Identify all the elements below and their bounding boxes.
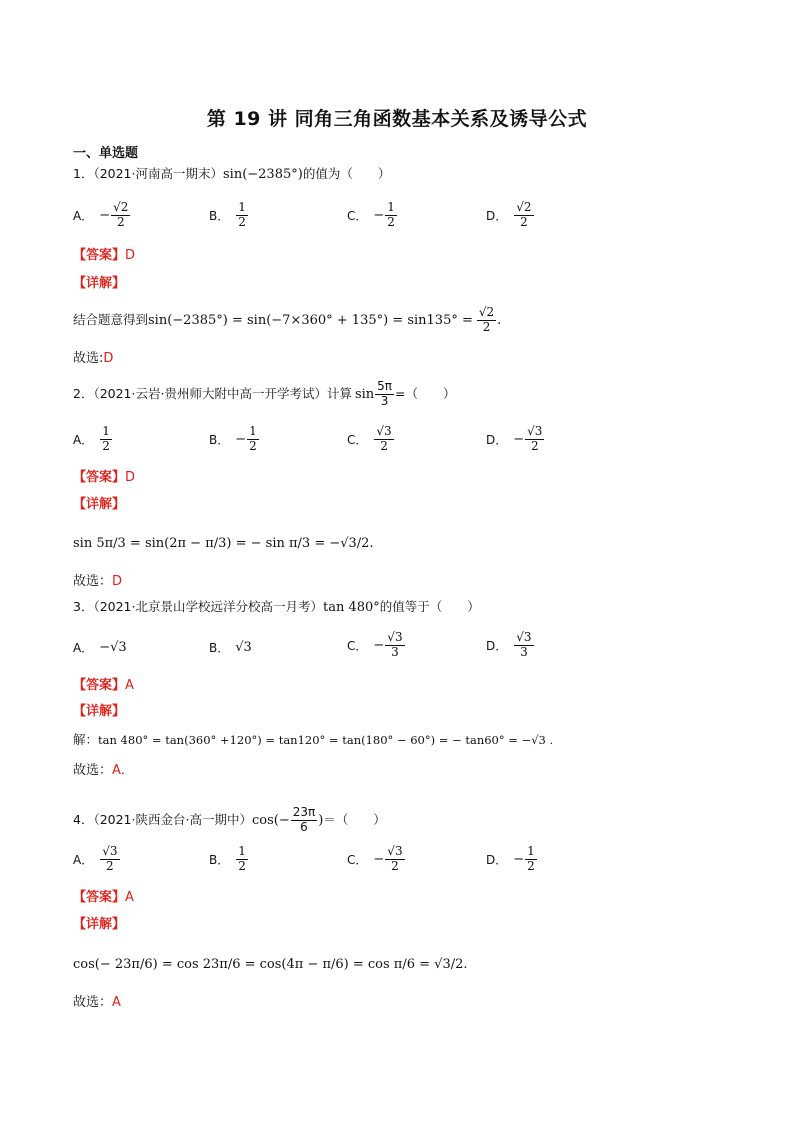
question-3-option-c[interactable]: C． − $\frac{√3}{3}$ <box>347 630 403 659</box>
question-3-explain-label: 【详解】 <box>73 704 126 719</box>
question-1-option-b[interactable]: B． $\frac{1}{2}$ <box>209 200 246 229</box>
question-4-explain-label: 【详解】 <box>73 917 126 932</box>
question-2-select: 故选：D <box>73 574 123 589</box>
question-2: 2．（2021·云岩·贵州师大附中高一开学考试）计算 sin $\frac{5\pi}{3}$ =（ ） <box>73 379 456 408</box>
question-4-option-d[interactable]: D． − $\frac{1}{2}$ <box>486 844 535 873</box>
question-2-explain-label: 【详解】 <box>73 497 126 512</box>
question-3-option-d[interactable]: D． $\frac{√3}{3}$ <box>486 630 532 659</box>
question-2-option-b[interactable]: B． − $\frac{1}{2}$ <box>209 424 257 453</box>
question-3: 3．（2021·北京景山学校远洋分校高一月考） tan 480° 的值等于（ ） <box>73 599 480 615</box>
question-3-solution: 解： tan 480° = tan(360° +120°) = tan120° = tan(180° − 60°) = − tan60° = −√3 . <box>73 732 554 747</box>
section-heading: 一、单选题 <box>73 146 139 161</box>
question-3-select: 故选：A． <box>73 763 134 778</box>
page-title: 第 19 讲 同角三角函数基本关系及诱导公式 <box>206 108 588 130</box>
question-4-option-c[interactable]: C． − $\frac{√3}{2}$ <box>347 844 403 873</box>
question-4: 4．（2021·陕西金台·高一期中） cos(− $\frac{23\pi}{6}$ ) ＝（ ） <box>73 805 386 834</box>
question-2-answer: 【答案】D <box>73 470 136 485</box>
question-1-option-a[interactable]: A． − $\frac{√2}{2}$ <box>73 200 129 229</box>
question-1-select: 故选:D <box>73 351 114 366</box>
question-1-expr: sin(−2385°) <box>223 167 303 182</box>
question-4-option-a[interactable]: A． $\frac{√3}{2}$ <box>73 844 118 873</box>
question-4-answer: 【答案】A <box>73 890 134 905</box>
question-4-solution: cos(− 23π/6) = cos 23π/6 = cos(4π − π/6) = cos π/6 = √3/2. <box>73 957 468 972</box>
question-1 <box>73 168 390 181</box>
question-1-option-c[interactable]: C． − $\frac{1}{2}$ <box>347 200 395 229</box>
question-4-select: 故选：A <box>73 995 121 1010</box>
question-2-option-a[interactable]: A． $\frac{1}{2}$ <box>73 424 110 453</box>
question-1-prefix: 1．（2021·河南高一期末） <box>73 166 223 182</box>
question-1-answer: 【答案】D <box>73 248 136 263</box>
question-1-suffix: 的值为（ ） <box>302 166 391 182</box>
question-1-explain-label: 【详解】 <box>73 276 126 291</box>
question-3-answer: 【答案】A <box>73 678 134 693</box>
question-1-option-d[interactable]: D． $\frac{√2}{2}$ <box>486 200 532 229</box>
question-4-option-b[interactable]: B． $\frac{1}{2}$ <box>209 844 246 873</box>
question-3-option-a[interactable]: A． −√3 <box>73 640 127 655</box>
question-2-solution: sin 5π/3 = sin(2π − π/3) = − sin π/3 = −√3/2. <box>73 536 374 551</box>
question-2-option-c[interactable]: C． $\frac{√3}{2}$ <box>347 424 392 453</box>
question-2-option-d[interactable]: D． − $\frac{√3}{2}$ <box>486 424 543 453</box>
question-3-option-b[interactable]: B． √3 <box>209 640 252 655</box>
question-1-solution: 结合题意得到 sin(−2385°) = sin(−7×360° + 135°) = sin135° = $\frac{√2}{2}$ . <box>73 305 502 334</box>
